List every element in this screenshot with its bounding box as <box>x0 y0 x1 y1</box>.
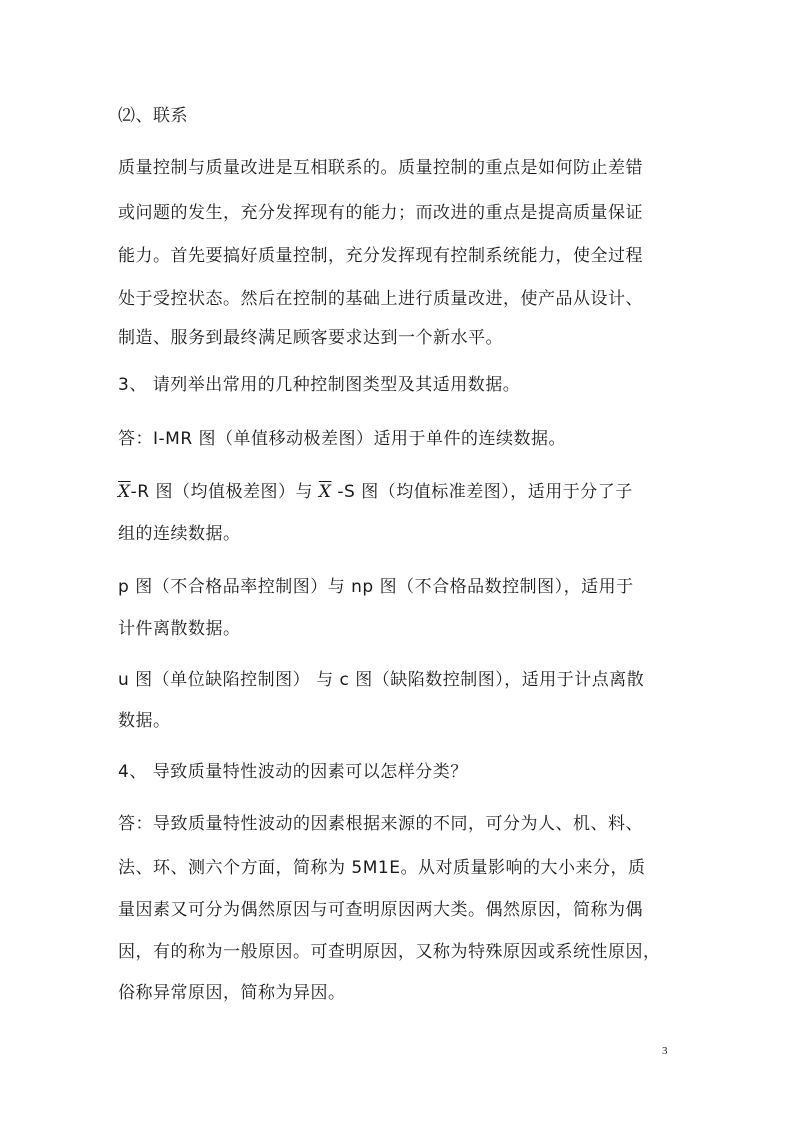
xbar-symbol: $\overline{X}$ <box>318 482 332 502</box>
paragraph-line: 或问题的发生，充分发挥现有的能力；而改进的重点是提高质量保证 <box>118 203 643 223</box>
paragraph-line: 处于受控状态。然后在控制的基础上进行质量改进，使产品从设计、 <box>118 289 643 309</box>
section-heading: ⑵、联系 <box>118 106 188 126</box>
paragraph-line: 能力。首先要搞好质量控制，充分发挥现有控制系统能力，使全过程 <box>118 246 643 266</box>
answer-4-line: 俗称异常原因，简称为异因。 <box>118 983 346 1003</box>
xbar-line-part-b: -S 图（均值标准差图），适用于分了子 <box>331 482 633 502</box>
p-chart-line: p 图（不合格品率控制图）与 np 图（不合格品数控制图），适用于 <box>118 577 634 597</box>
u-chart-line: u 图（单位缺陷控制图） 与 c 图（缺陷数控制图），适用于计点离散 <box>118 670 645 690</box>
xbar-line-continuation: 组的连续数据。 <box>118 524 241 544</box>
xbar-symbol: $\overline{X}$ <box>118 482 131 502</box>
question-3: 3、 请列举出常用的几种控制图类型及其适用数据。 <box>118 375 521 395</box>
answer-4-line: 量因素又可分为偶然原因与可查明原因两大类。偶然原因，简称为偶 <box>118 900 643 920</box>
u-chart-line-continuation: 数据。 <box>118 711 171 731</box>
paragraph-line: 制造、服务到最终满足顾客要求达到一个新水平。 <box>118 328 503 348</box>
page-number: 3 <box>662 1045 668 1057</box>
paragraph-line: 质量控制与质量改进是互相联系的。质量控制的重点是如何防止差错 <box>118 158 643 178</box>
xbar-line-part-a: -R 图（均值极差图）与 <box>130 482 313 502</box>
answer-4-line: 法、环、测六个方面，简称为 5M1E。从对质量影响的大小来分，质 <box>118 858 646 878</box>
answer-3-intro: 答：I-MR 图（单值移动极差图）适用于单件的连续数据。 <box>118 429 567 449</box>
xbar-line <box>118 480 678 504</box>
question-4: 4、 导致质量特性波动的因素可以怎样分类？ <box>118 762 468 782</box>
p-chart-line-continuation: 计件离散数据。 <box>118 619 241 639</box>
answer-4-line: 答：导致质量特性波动的因素根据来源的不同，可分为人、机、料、 <box>118 814 643 834</box>
answer-4-line: 因，有的称为一般原因。可查明原因，又称为特殊原因或系统性原因， <box>118 942 661 962</box>
